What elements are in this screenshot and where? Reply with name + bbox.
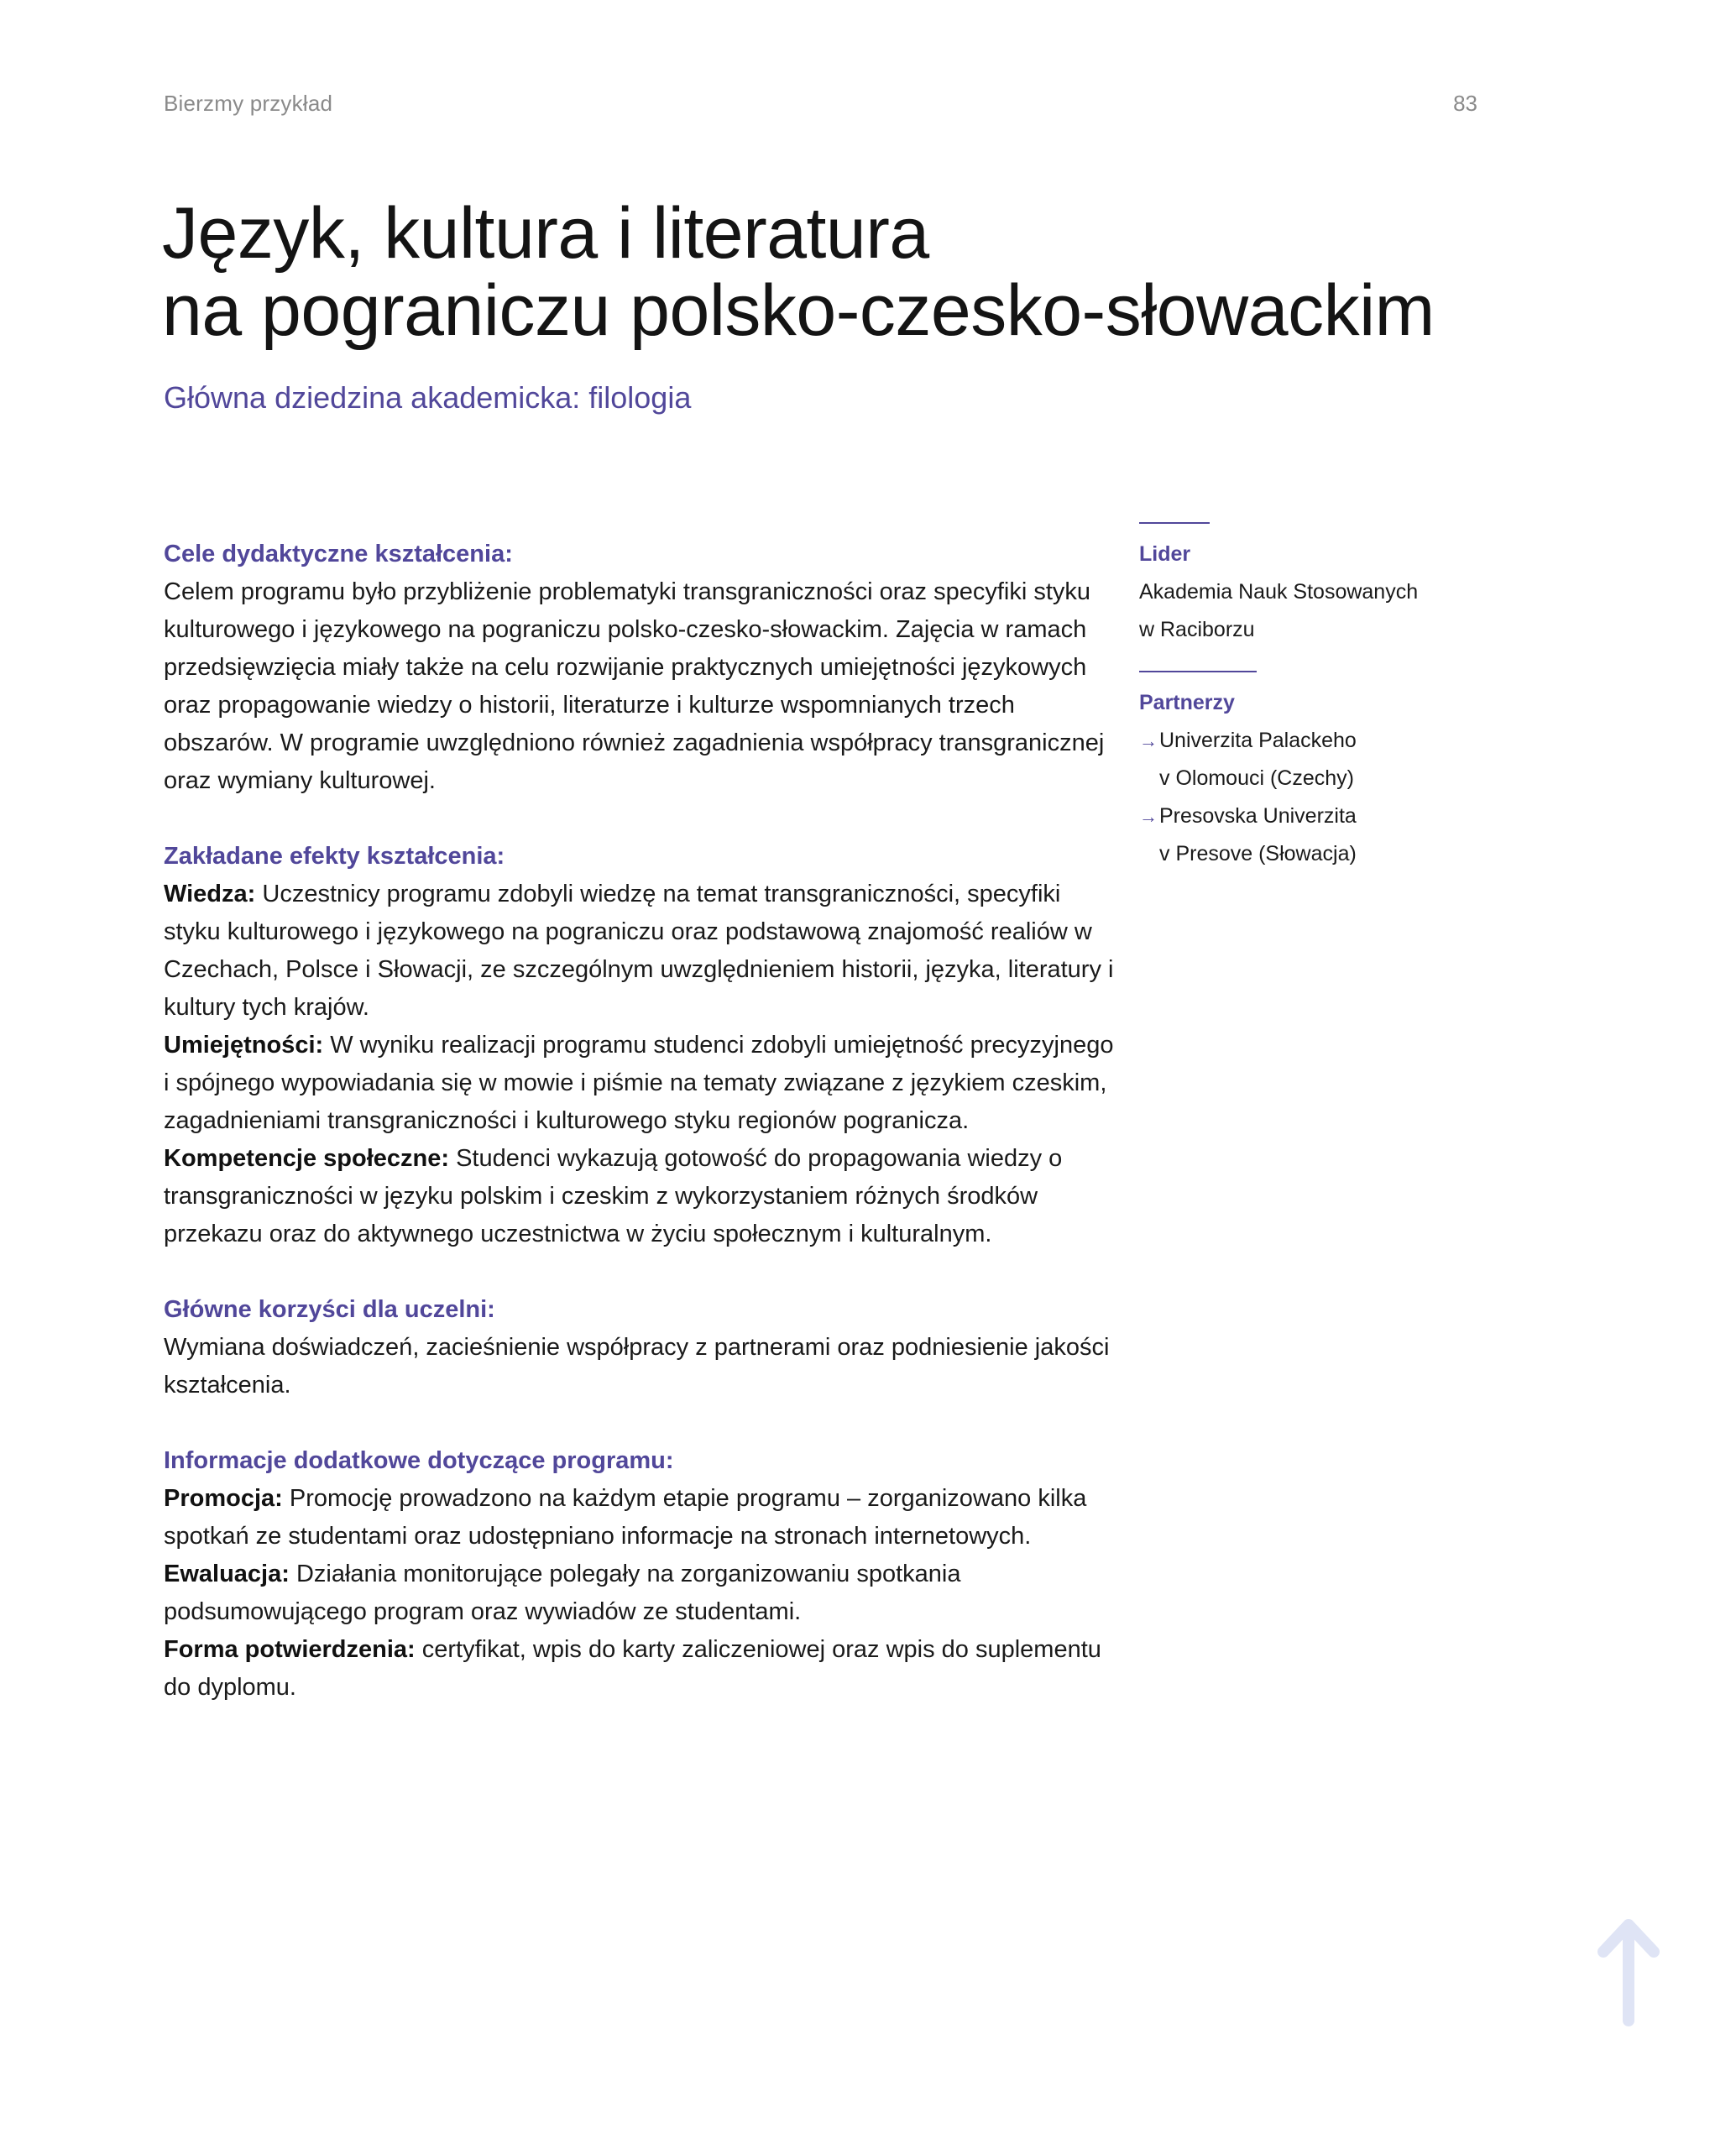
section-goals-text: Celem programu było przybliżenie problematyki transgraniczności oraz specyfiki styku kulturowego i językowego na pograniczu polsko-czesko-słowackim. Zajęcia w ramach przedsięwzięcia miały także na celu rozwijanie praktycznych umiejętności językowych oraz propagowanie wiedzy o historii, literaturze i kulturze wspomnianych trzech obszarów. W programie uwzględniono również zagadnienia współpracy transgranicznej oraz wymiany kulturowej.: [164, 578, 1105, 794]
arrow-right-icon: →: [1139, 730, 1158, 751]
section-outcomes-heading: Zakładane efekty kształcenia:: [164, 843, 505, 870]
page-number: 83: [1453, 91, 1477, 116]
section-benefits: [164, 1291, 1121, 1404]
arrow-up-icon[interactable]: [1595, 1918, 1662, 2027]
leader-name-line-1: Akademia Nauk Stosowanych: [1139, 580, 1419, 604]
page-title: [162, 195, 1435, 349]
outcome-social-text: Studenci wykazują gotowość do propagowania wiedzy o transgraniczności w języku polskim i czeskim z wykorzystaniem różnych środków przekazu oraz do aktywnego uczestnictwa w życiu społecznym i kulturalnym.: [164, 1145, 1063, 1247]
info-confirmation: [164, 1631, 1121, 1707]
outcome-knowledge-text: Uczestnicy programu zdobyli wiedzę na temat transgraniczności, specyfiki styku kulturowego i językowego na pograniczu oraz podstawową znajomość realiów w Czechach, Polsce i Słowacji, ze szczególnym uwzględnieniem historii, języka, literatury i kultury tych krajów.: [164, 881, 1114, 1021]
outcome-skills-label: Umiejętności:: [164, 1032, 324, 1059]
section-outcomes: [164, 838, 1121, 1253]
outcome-social-label: Kompetencje społeczne:: [164, 1145, 450, 1172]
info-promotion: [164, 1480, 1121, 1556]
main-content: [164, 536, 1121, 1744]
leader-name-line-2: w Raciborzu: [1139, 618, 1255, 641]
info-promotion-label: Promocja:: [164, 1485, 283, 1512]
academic-field-subtitle: Główna dziedzina akademicka: filologia: [164, 380, 692, 415]
info-confirmation-text: certyfikat, wpis do karty zaliczeniowej oraz wpis do suplementu do dyplomu.: [164, 1636, 1101, 1701]
section-goals: [164, 536, 1121, 800]
section-goals-heading: Cele dydaktyczne kształcenia:: [164, 541, 513, 567]
info-evaluation-text: Działania monitorujące polegały na zorganizowaniu spotkania podsumowującego program oraz wywiadów ze studentami.: [164, 1561, 961, 1625]
info-promotion-text: Promocję prowadzono na każdym etapie programu – zorganizowano kilka spotkań ze studentami oraz udostępniano informacje na stronach internetowych.: [164, 1485, 1087, 1550]
partner-item: [1139, 722, 1475, 797]
sidebar: [1139, 522, 1475, 873]
running-head: Bierzmy przykład: [164, 91, 333, 116]
outcome-skills: [164, 1027, 1121, 1140]
partner-name-line-2: v Presove (Słowacja): [1159, 842, 1357, 865]
outcome-social: [164, 1140, 1121, 1253]
info-evaluation-label: Ewaluacja:: [164, 1561, 290, 1587]
leader-heading: Lider: [1139, 542, 1191, 566]
leader-divider: [1139, 522, 1210, 524]
partner-item: [1139, 797, 1475, 873]
partners-divider: [1139, 671, 1257, 672]
section-benefits-text: Wymiana doświadczeń, zacieśnienie współpracy z partnerami oraz podniesienie jakości kształcenia.: [164, 1334, 1110, 1399]
partner-name-line-1: Presovska Univerzita: [1159, 804, 1357, 828]
partner-name-line-1: Univerzita Palackeho: [1159, 729, 1357, 752]
partner-name-line-2: v Olomouci (Czechy): [1159, 766, 1354, 790]
outcome-knowledge-label: Wiedza:: [164, 881, 256, 907]
outcome-knowledge: [164, 876, 1121, 1027]
arrow-right-icon: →: [1139, 806, 1158, 827]
info-evaluation: [164, 1556, 1121, 1631]
page-title-line-2: na pograniczu polsko-czesko-słowackim: [162, 270, 1435, 351]
section-additional-info: [164, 1442, 1121, 1707]
page-title-line-1: Język, kultura i literatura: [162, 193, 929, 274]
outcome-skills-text: W wyniku realizacji programu studenci zdobyli umiejętność precyzyjnego i spójnego wypowiadania się w mowie i piśmie na tematy związane z językiem czeskim, zagadnieniami transgraniczności i kulturowego styku regionów pogranicza.: [164, 1032, 1114, 1134]
info-confirmation-label: Forma potwierdzenia:: [164, 1636, 416, 1663]
section-benefits-heading: Główne korzyści dla uczelni:: [164, 1296, 495, 1323]
section-additional-info-heading: Informacje dodatkowe dotyczące programu:: [164, 1447, 674, 1474]
partners-heading: Partnerzy: [1139, 691, 1235, 714]
